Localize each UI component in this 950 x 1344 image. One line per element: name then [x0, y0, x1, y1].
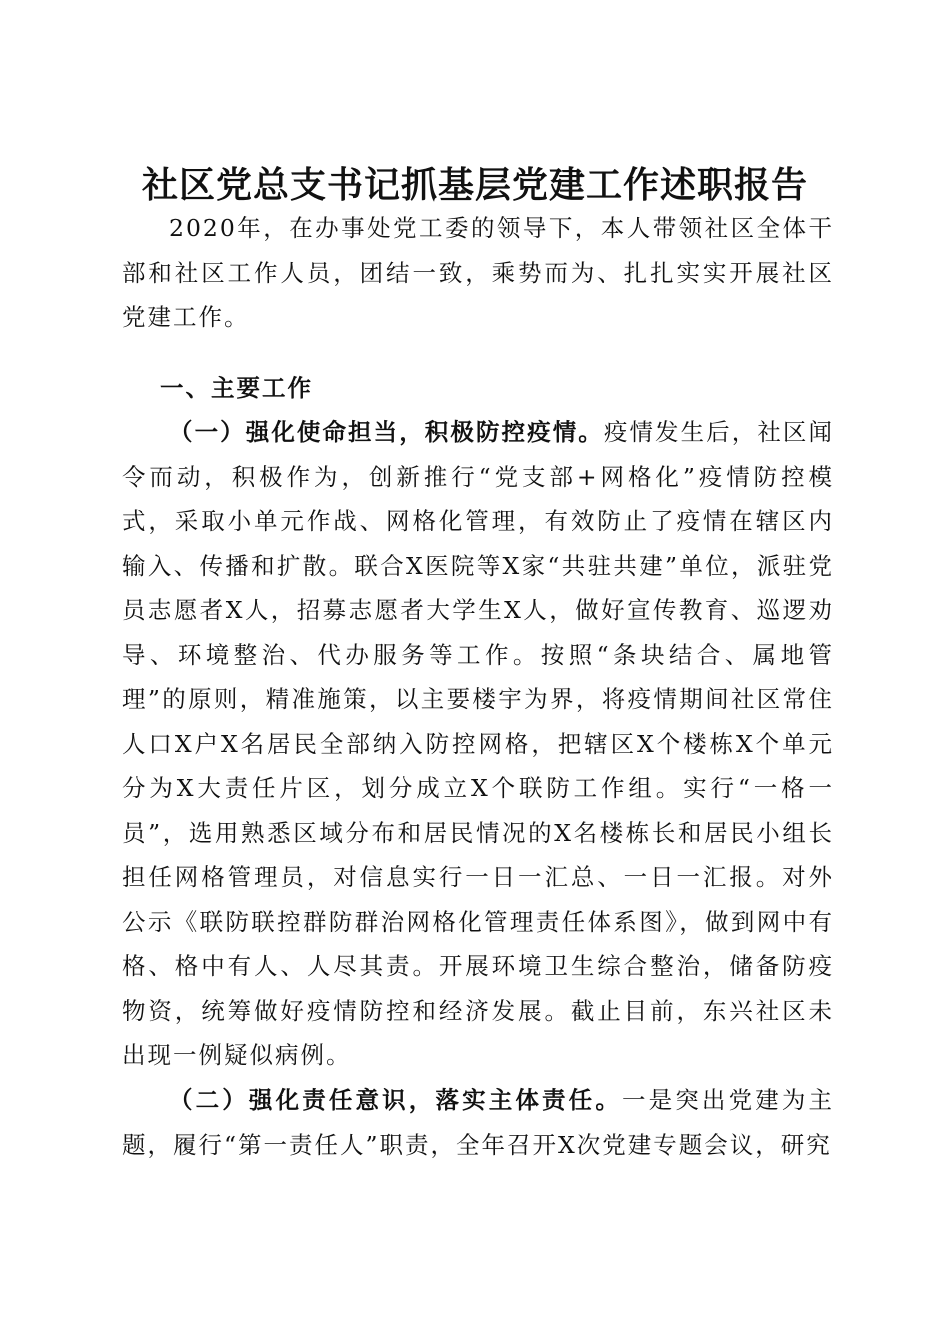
- section-heading-main-work: 一、主要工作: [160, 374, 313, 402]
- item-2-text: 一是突出党建为主题，履行“第一责任人”职责，全年召开X次党建专题会议，研究: [122, 1086, 835, 1159]
- intro-paragraph: 2020年，在办事处党工委的领导下，本人带领社区全体干部和社区工作人员，团结一致，乘势而为、扎扎实实开展社区党建工作。: [122, 214, 834, 331]
- document-title: 社区党总支书记抓基层党建工作述职报告: [141, 164, 808, 207]
- paragraph-item-2: [122, 1078, 834, 1167]
- item-2-heading: （二）强化责任意识，落实主体责任。: [169, 1086, 622, 1114]
- item-1-text: 疫情发生后，社区闻令而动，积极作为，创新推行“党支部+网格化”疫情防控模式，采取小单元作战、网格化管理，有效防止了疫情在辖区内输入、传播和扩散。联合X医院等X家“共驻共建”单位，派驻党员志愿者X人，招募志愿者大学生X人，做好宣传教育、巡逻劝导、环境整治、代办服务等工作。按照“条块结合、属地管理”的原则，精准施策，以主要楼宇为界，将疫情期间社区常住人口X户X名居民全部纳入防控网格，把辖区X个楼栋X个单元分为X大责任片区，划分成立X个联防工作组。实行“一格一员”，选用熟悉区域分布和居民情况的X名楼栋长和居民小组长担任网格管理员，对信息实行一日一汇总、一日一汇报。对外公示《联防联控群防群治网格化管理责任体系图》，做到网中有格、格中有人、人尽其责。开展环境卫生综合整治，储备防疫物资，统筹做好疫情防控和经济发展。截止目前，东兴社区未出现一例疑似病例。: [122, 418, 834, 1069]
- item-1-heading: （一）强化使命担当，积极防控疫情。: [169, 418, 604, 446]
- paragraph-item-1: [122, 410, 834, 1078]
